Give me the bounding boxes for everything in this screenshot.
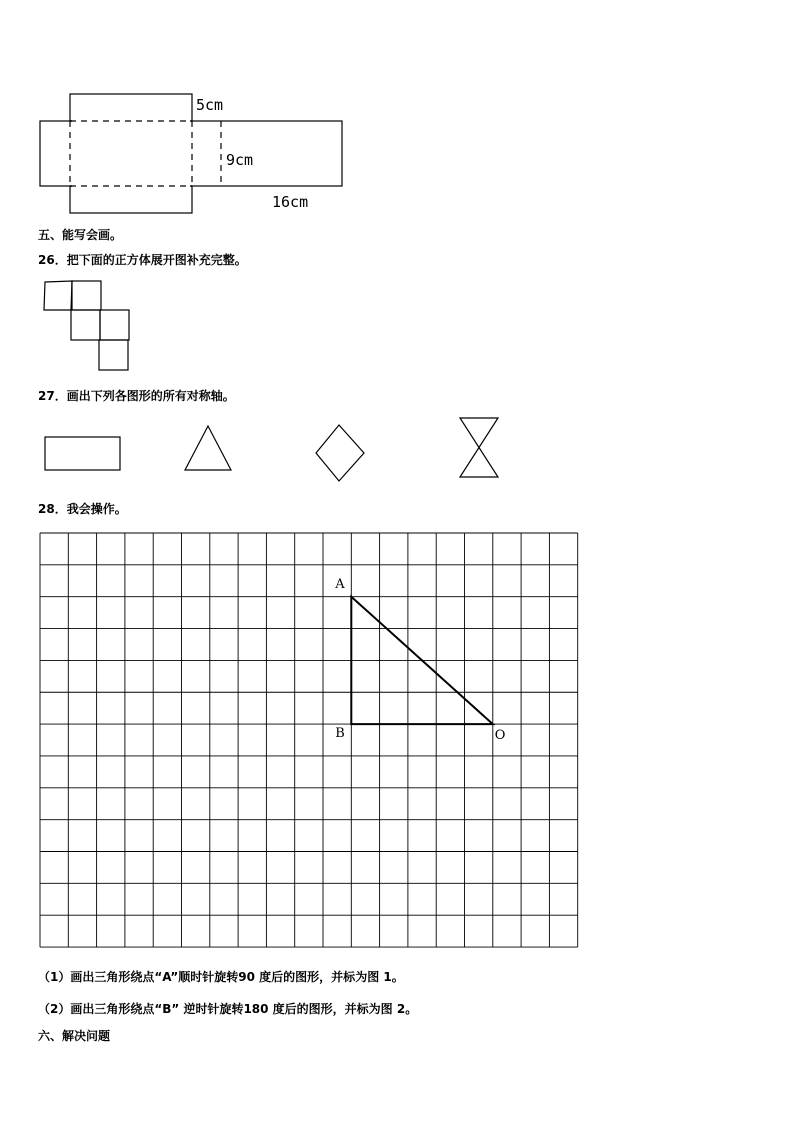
task-1-text: （1）画出三角形绕点“A”顺时针旋转90 度后的图形，并标为图 1。 (38, 970, 404, 984)
point-label-a: A (335, 576, 345, 592)
point-label-o: O (494, 728, 506, 744)
section-5-title: 五、能写会画。 (38, 228, 123, 242)
height-label: 9cm (226, 151, 254, 169)
task-2-text: （2）画出三角形绕点“B” 逆时针旋转180 度后的图形，并标为图 2。 (38, 1002, 418, 1016)
point-label-b: B (335, 726, 345, 742)
question-26-text: 26．把下面的正方体展开图补充完整。 (38, 253, 247, 267)
width-label: 5cm (196, 96, 224, 114)
question-28-text: 28．我会操作。 (38, 502, 127, 516)
section-6-title: 六、解决问题 (38, 1029, 111, 1043)
question-27-text: 27．画出下列各图形的所有对称轴。 (38, 389, 235, 403)
length-label: 16cm (272, 193, 309, 211)
